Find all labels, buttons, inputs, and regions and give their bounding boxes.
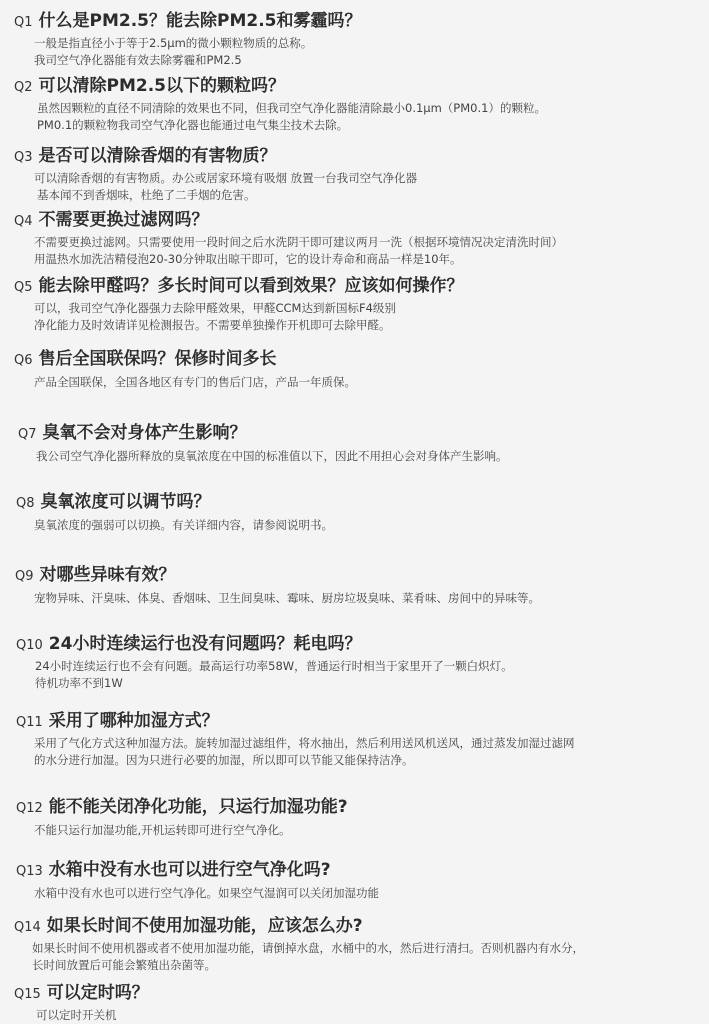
answer: [0, 234, 709, 268]
answer-line: 我公司空气净化器所释放的臭氧浓度在中国的标准值以下，因此不用担心会对身体产生影响。: [36, 449, 508, 463]
answer: [0, 822, 709, 839]
answer: [0, 517, 709, 534]
answer-line: 用温热水加洗洁精侵泡20-30分钟取出晾干即可，它的设计寿命和商品一样是10年。: [34, 252, 462, 266]
faq-item-13: [0, 855, 709, 902]
question-title: 可以清除PM2.5以下的颗粒吗？: [38, 76, 286, 96]
faq-item-5: [0, 271, 709, 334]
question-number: Q4: [14, 214, 33, 229]
question-title: 是否可以清除香烟的有害物质？: [38, 146, 277, 166]
question-title: 能去除甲醛吗？多长时间可以看到效果？应该如何操作？: [38, 276, 464, 296]
answer: [0, 940, 709, 974]
answer: [0, 374, 709, 391]
answer: [0, 448, 709, 465]
question-number: Q2: [14, 80, 33, 95]
faq-item-7: [0, 418, 709, 465]
answer: [0, 1007, 709, 1024]
answer-line: 虽然因颗粒的直径不同清除的效果也不同，但我司空气净化器能清除最小0.1μm（PM0.1）的颗粒。: [37, 101, 546, 115]
answer-line: 水箱中没有水也可以进行空气净化。如果空气湿润可以关闭加湿功能: [34, 886, 379, 900]
question-number: Q14: [14, 920, 41, 935]
question-number: Q9: [15, 569, 34, 584]
question-title: 能不能关闭净化功能，只运行加湿功能?: [48, 797, 348, 817]
faq-item-10: [0, 629, 709, 692]
answer: [0, 35, 709, 69]
answer-line: 我司空气净化器能有效去除雾霾和PM2.5: [34, 53, 242, 67]
answer-line: 可以定时开关机: [36, 1008, 117, 1022]
faq-item-3: [0, 141, 709, 204]
question-title: 如果长时间不使用加湿功能，应该怎么办?: [46, 916, 363, 936]
question-title: 可以定时吗？: [46, 983, 149, 1003]
answer-line: 基本闻不到香烟味，杜绝了二手烟的危害。: [37, 188, 256, 202]
answer-line: 一般是指直径小于等于2.5μm的微小颗粒物质的总称。: [34, 36, 313, 50]
question-number: Q5: [14, 280, 33, 295]
faq-item-9: [0, 560, 709, 607]
question-title: 什么是PM2.5？能去除PM2.5和雾霾吗？: [38, 11, 362, 31]
answer-line: 净化能力及时效请详见检测报告。不需要单独操作开机即可去除甲醛。: [34, 318, 391, 332]
faq-item-6: [0, 344, 709, 391]
faq-item-14: [0, 911, 709, 974]
answer-line: 采用了气化方式这种加湿方法。旋转加湿过滤组件，将水抽出，然后利用送风机送风，通过蒸发加湿过滤网: [34, 736, 575, 750]
question-number: Q3: [14, 150, 33, 165]
answer-line: 的水分进行加湿。因为只进行必要的加湿，所以即可以节能又能保持洁净。: [34, 753, 414, 767]
faq-item-11: [0, 706, 709, 769]
answer-line: 可以，我司空气净化器强力去除甲醛效果，甲醛CCM达到新国标F4级别: [34, 301, 396, 315]
question-title: 对哪些异味有效？: [39, 565, 176, 585]
faq-item-15: [0, 978, 709, 1024]
answer: [0, 170, 709, 204]
answer: [0, 735, 709, 769]
answer-line: 宠物异味、汗臭味、体臭、香烟味、卫生间臭味、霉味、厨房垃圾臭味、菜肴味、房间中的异味等。: [34, 591, 540, 605]
answer-line: 产品全国联保，全国各地区有专门的售后门店，产品一年质保。: [34, 375, 356, 389]
question-title: 臭氧浓度可以调节吗？: [40, 492, 211, 512]
answer-line: 待机功率不到1W: [35, 676, 123, 690]
question-title: 臭氧不会对身体产生影响？: [42, 423, 247, 443]
faq-item-12: [0, 792, 709, 839]
answer: [0, 300, 709, 334]
answer-line: 不能只运行加湿功能,开机运转即可进行空气净化。: [34, 823, 291, 837]
answer: [0, 885, 709, 902]
question-number: Q11: [16, 715, 43, 730]
answer-line: 可以清除香烟的有害物质。办公或居家环境有吸烟 放置一台我司空气净化器: [34, 171, 418, 185]
question-title: 水箱中没有水也可以进行空气净化吗?: [48, 860, 331, 880]
question-number: Q10: [16, 638, 43, 653]
question-title: 采用了哪种加湿方式？: [48, 711, 219, 731]
faq-item-4: [0, 205, 709, 268]
faq-item-1: [0, 6, 709, 69]
question-number: Q8: [16, 496, 35, 511]
question-number: Q15: [14, 987, 41, 1002]
answer-line: 24小时连续运行也不会有问题。最高运行功率58W，普通运行时相当于家里开了一颗白炽灯。: [35, 659, 513, 673]
answer-line: 臭氧浓度的强弱可以切换。有关详细内容，请参阅说明书。: [34, 518, 333, 532]
question-number: Q7: [18, 427, 37, 442]
question-number: Q12: [16, 801, 43, 816]
question-title: 售后全国联保吗？保修时间多长: [38, 349, 277, 369]
question-title: 24小时连续运行也没有问题吗？耗电吗？: [48, 634, 362, 654]
answer: [0, 658, 709, 692]
answer-line: 如果长时间不使用机器或者不使用加湿功能，请倒掉水盘，水桶中的水，然后进行清扫。否则机器内有水分，: [32, 941, 584, 955]
question-number: Q13: [16, 864, 43, 879]
question-number: Q6: [14, 353, 33, 368]
question-title: 不需要更换过滤网吗？: [38, 210, 209, 230]
faq-item-2: [0, 71, 709, 134]
question-number: Q1: [14, 15, 33, 30]
answer-line: PM0.1的颗粒物我司空气净化器也能通过电气集尘技术去除。: [37, 118, 349, 132]
answer-line: 不需要更换过滤网。只需要使用一段时间之后水洗阴干即可建议两月一洗（根据环境情况决定清洗时间）: [34, 235, 563, 249]
answer-line: 长时间放置后可能会繁殖出杂菌等。: [32, 958, 216, 972]
answer: [0, 590, 709, 607]
answer: [0, 100, 709, 134]
faq-item-8: [0, 487, 709, 534]
